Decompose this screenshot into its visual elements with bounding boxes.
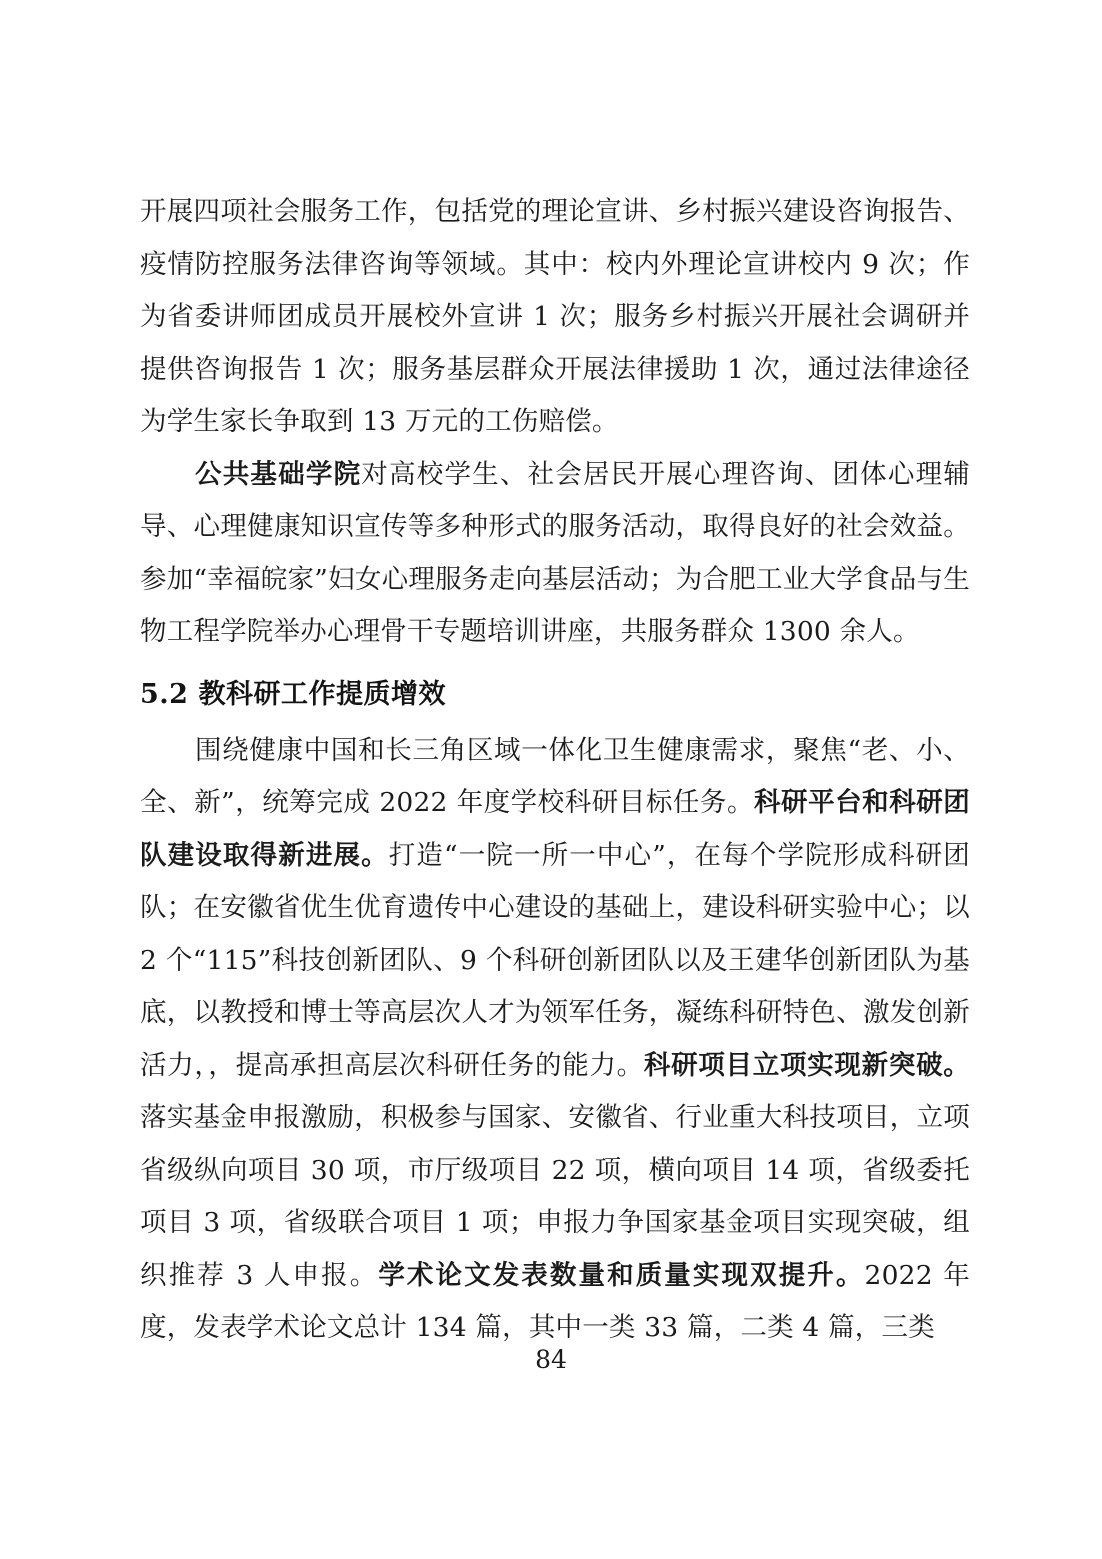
section-title: 教科研工作提质增效 [198, 678, 446, 710]
text-run: 打造“一院一所一中心”，在每个学院形成科研团队；在安徽省优生优育遗传中心建设的基础上，建设科研实验中心；以 2 个“115”科技创新团队、9 个科研创新团队以及王建华创新团队为基底，以教授和博士等高层次人才为领军任务，凝练科研特色、激发创新活力，，提高承担高层次科研任务的能力。 [140, 839, 970, 1081]
paragraph-public-foundation-college [140, 449, 970, 659]
emphasis-run: 公共基础学院 [195, 458, 362, 490]
text-run: 落实基金申报激励，积极参与国家、安徽省、行业重大科技项目，立项省级纵向项目 30 项，市厅级项目 22 项，横向项目 14 项，省级委托项目 3 项，省级联合项目 1 项；申报力争国家基金项目实现突破，组织推荐 3 人申报。 [140, 1102, 970, 1291]
paragraph-social-service [140, 186, 970, 449]
paragraph-research-work [140, 725, 970, 1355]
text-run: 围绕健康中国和长三角区域一体化卫生健康需求，聚焦“老、小、全、新”，统筹完成 2022 年度学校科研目标任务。 [140, 734, 970, 818]
text-run: 开展四项社会服务工作，包括党的理论宣讲、乡村振兴建设咨询报告、疫情防控服务法律咨询等领域。其中：校内外理论宣讲校内 9 次；作为省委讲师团成员开展校外宣讲 1 次；服务乡村振兴开展社会调研并提供咨询报告 1 次；服务基层群众开展法律援助 1 次，通过法律途径为学生家长争取到 13 万元的工伤赔偿。 [140, 196, 970, 437]
emphasis-run: 科研平台和科研团队建设取得新进展。 [140, 787, 970, 871]
text-run: 对高校学生、社会居民开展心理咨询、团体心理辅导、心理健康知识宣传等多种形式的服务活动，取得良好的社会效益。参加“幸福皖家”妇女心理服务走向基层活动；为合肥工业大学食品与生物工程学院举办心理骨干专题培训讲座，共服务群众 1300 余人。 [140, 458, 971, 647]
section-number: 5.2 [140, 678, 189, 710]
section-heading-5-2 [140, 665, 970, 725]
document-body [140, 186, 970, 1355]
emphasis-run: 学术论文发表数量和质量实现双提升。 [378, 1259, 865, 1291]
page-number: 84 [535, 1345, 567, 1374]
emphasis-run: 科研项目立项实现新突破。 [643, 1049, 970, 1081]
text-run: 2022 年度，发表学术论文总计 134 篇，其中一类 33 篇，二类 4 篇，三类 [140, 1259, 970, 1343]
